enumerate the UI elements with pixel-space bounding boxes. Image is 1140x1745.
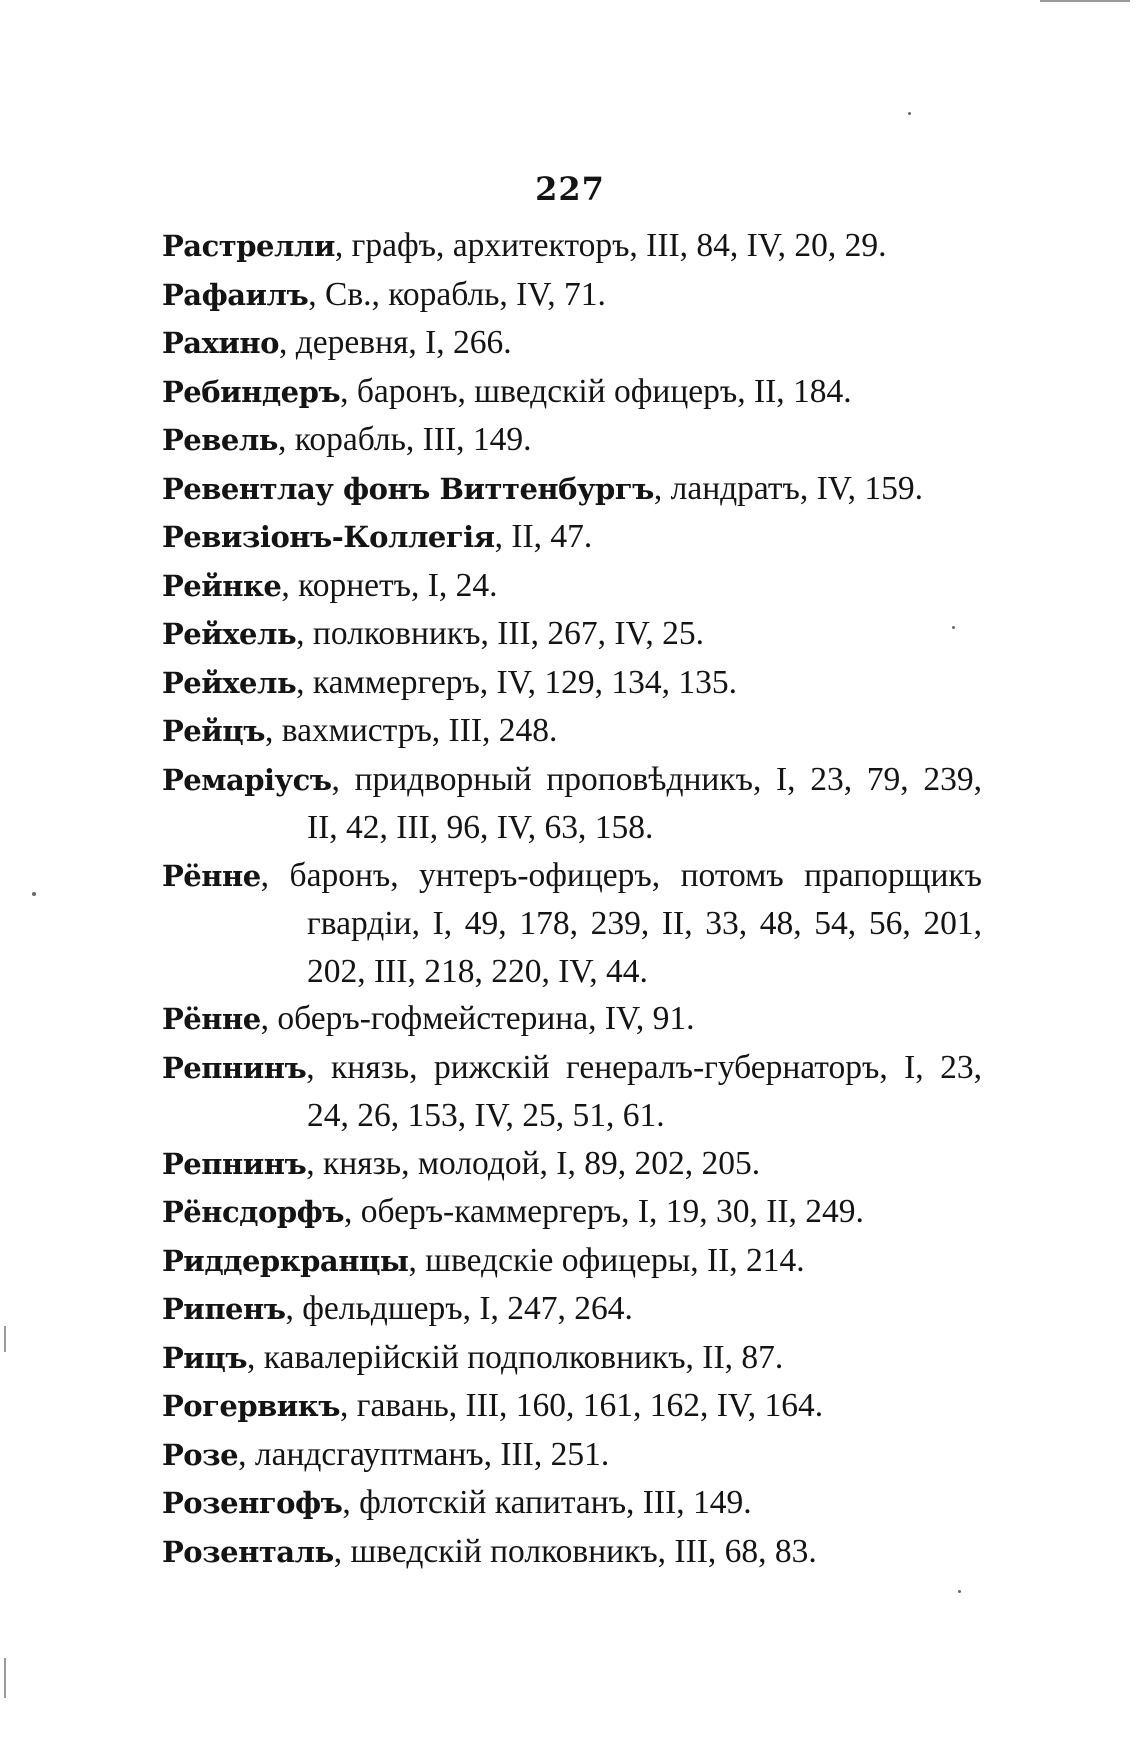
index-entry	[162, 562, 982, 611]
entry-reference: , фельдшеръ, I, 247, 264.	[285, 1290, 633, 1327]
entry-reference: , баронъ, унтеръ-офицеръ, потомъ прапорщикъ гвардіи, I, 49, 178, 239, II, 33, 48, 54, 56, 201, 202, III, 218, 220, IV, 44.	[260, 856, 982, 990]
entry-name: Рицъ	[162, 1340, 247, 1375]
index-entry	[162, 707, 982, 756]
index-entry	[162, 368, 982, 417]
entry-reference: , баронъ, шведскій офицеръ, II, 184.	[340, 372, 852, 410]
entry-name: Рейцъ	[162, 714, 265, 748]
entry-name: Репнинъ	[162, 1050, 307, 1085]
index-entry	[162, 610, 982, 659]
scan-edge-mark	[4, 1658, 6, 1698]
entry-name: Рейнке	[162, 568, 282, 603]
entry-reference: , ландратъ, IV, 159.	[653, 469, 924, 507]
entry-name: Ревель	[162, 423, 278, 457]
scan-edge-mark	[4, 1326, 6, 1352]
entry-reference: , придворный проповѣдникъ, I, 23, 79, 239, II, 42, III, 96, IV, 63, 158.	[307, 760, 982, 846]
scan-speck	[908, 112, 911, 115]
entry-name: Ребиндеръ	[162, 374, 341, 409]
entry-name: Рафаилъ	[162, 277, 309, 312]
entry-reference: , оберъ-гофмейстерина, IV, 91.	[260, 1000, 695, 1037]
entry-reference: , шведскіе офицеры, II, 214.	[408, 1241, 805, 1279]
entry-name: Розе	[162, 1437, 239, 1472]
entry-name: Ревентлау фонъ Виттенбургъ	[162, 471, 654, 506]
index-entry	[162, 1382, 982, 1431]
entry-name: Репнинъ	[162, 1146, 307, 1181]
entry-reference: , гавань, III, 160, 161, 162, IV, 164.	[340, 1387, 824, 1424]
entry-reference: , корнетъ, I, 24.	[281, 566, 498, 604]
entry-reference: , князь, рижскій генералъ-губернаторъ, I, 23, 24, 26, 153, IV, 25, 51, 61.	[306, 1048, 982, 1134]
entry-name: Риддеркранцы	[162, 1243, 409, 1278]
entry-name: Рейхель	[162, 665, 297, 700]
entry-name: Розенгофъ	[162, 1486, 343, 1520]
index-entry	[162, 1479, 982, 1528]
index-entry	[162, 756, 982, 852]
index-entry	[162, 1285, 982, 1334]
index-entry	[162, 513, 982, 562]
index-entry	[162, 416, 982, 465]
index-entry	[162, 319, 982, 368]
index-entry	[162, 1237, 982, 1286]
entry-reference: , графъ, архитекторъ, III, 84, IV, 20, 29.	[334, 227, 887, 264]
entry-name: Рейхель	[162, 617, 297, 651]
entry-reference: , оберъ-каммергеръ, I, 19, 30, II, 249.	[344, 1193, 864, 1230]
entry-name: Рипенъ	[162, 1292, 286, 1326]
index-entry	[162, 1528, 982, 1577]
page-number: 227	[535, 170, 605, 208]
entry-name: Рённе	[162, 858, 261, 893]
index-entry	[162, 852, 982, 996]
scan-speck	[32, 892, 36, 896]
index-entry	[162, 465, 982, 514]
entry-reference: , вахмистръ, III, 248.	[264, 712, 558, 749]
index-entry	[162, 271, 982, 320]
index-entry	[162, 1431, 982, 1480]
entry-name: Ремаріусъ	[162, 762, 332, 797]
entry-name: Рённе	[162, 1002, 261, 1036]
index-entry	[162, 659, 982, 708]
entry-reference: , князь, молодой, I, 89, 202, 205.	[306, 1144, 761, 1182]
index-entry	[162, 995, 982, 1044]
scan-speck	[958, 1590, 961, 1593]
entry-reference: , деревня, I, 266.	[278, 324, 512, 361]
entry-reference: , флотскій капитанъ, III, 149.	[342, 1484, 752, 1521]
entry-reference: , каммергеръ, IV, 129, 134, 135.	[296, 663, 737, 701]
index-entry	[162, 1044, 982, 1140]
entry-name: Рогервикъ	[162, 1389, 340, 1423]
entry-reference: , ландсгауптманъ, III, 251.	[238, 1435, 610, 1473]
entry-reference: , полковникъ, III, 267, IV, 25.	[296, 615, 705, 652]
entry-reference: , II, 47.	[494, 518, 593, 555]
entry-reference: , Св., корабль, IV, 71.	[308, 275, 606, 313]
entry-name: Растрелли	[162, 229, 335, 263]
entry-reference: , кавалерійскій подполковникъ, II, 87.	[247, 1338, 784, 1376]
entry-reference: , корабль, III, 149.	[278, 421, 532, 458]
entry-name: Рахино	[162, 326, 279, 360]
index-list	[162, 222, 982, 1576]
index-entry	[162, 1334, 982, 1383]
scan-speck	[952, 626, 955, 629]
entry-name: Розенталь	[162, 1534, 334, 1569]
index-entry	[162, 1188, 982, 1237]
index-entry	[162, 1140, 982, 1189]
entry-reference: , шведскій полковникъ, III, 68, 83.	[333, 1532, 817, 1570]
entry-name: Рёнсдорфъ	[162, 1195, 344, 1229]
scan-edge-mark	[1040, 0, 1130, 2]
index-entry	[162, 222, 982, 271]
entry-name: Ревизіонъ-Коллегія	[162, 520, 495, 554]
